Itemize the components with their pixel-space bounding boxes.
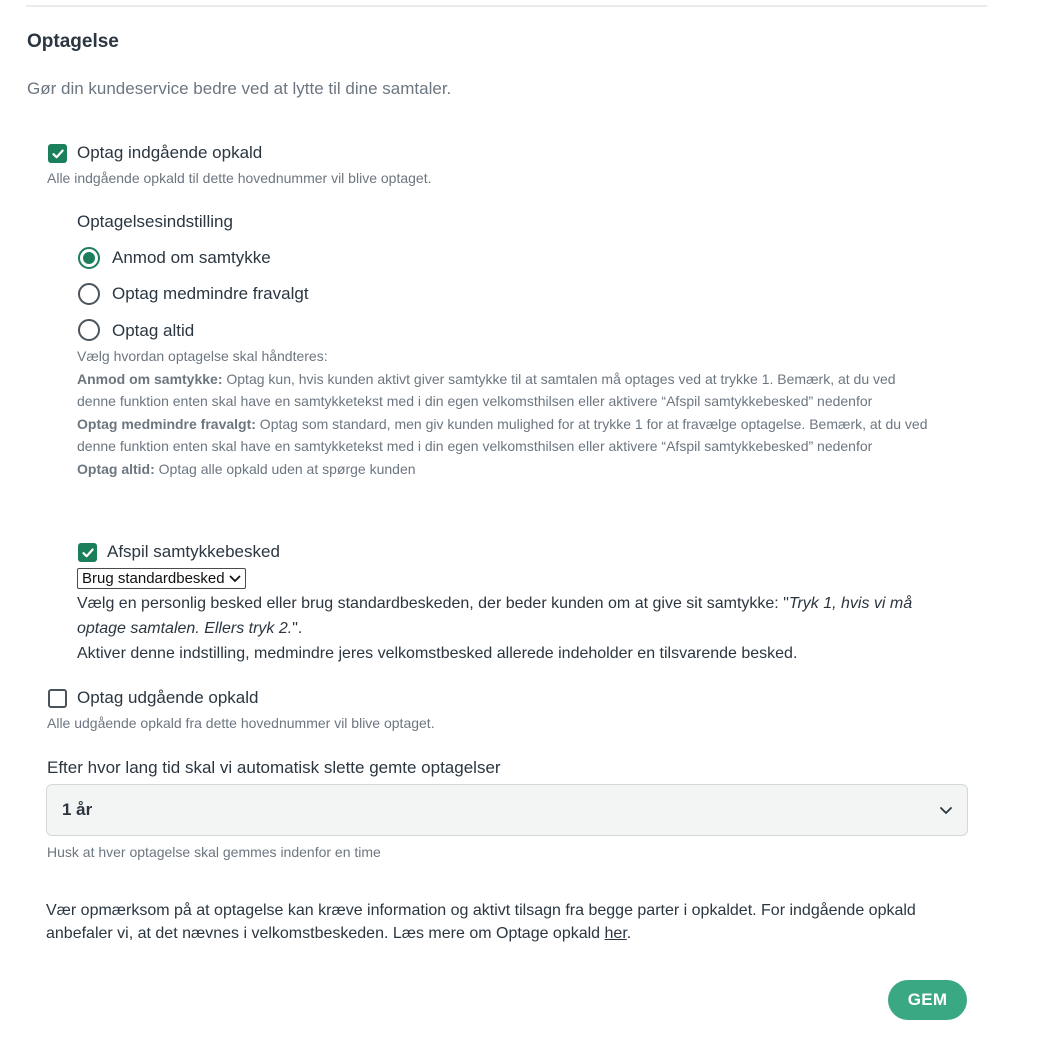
consent-description-line [77, 591, 927, 641]
consent-description [77, 591, 927, 666]
consent-text-after: ". [292, 620, 303, 637]
outgoing-help: Alle udgående opkald fra dette hovednummer vil blive optaget. [47, 715, 435, 731]
mode-description-item [77, 413, 937, 458]
consent-notice [46, 899, 976, 945]
notice-text: Vær opmærksom på at optagelse kan kræve information og aktivt tilsagn fra begge parter i opkaldet. For indgående opkald anbefaler vi, at det nævnes i velkomstbeskeden. Læs mere om Optage opkald [46, 902, 916, 942]
option-record-unless-optout-label[interactable]: Optag medmindre fravalgt [112, 284, 309, 303]
incoming-checkbox[interactable] [48, 144, 67, 163]
consent-description-line: Aktiver denne indstilling, medmindre jeres velkomstbesked allerede indeholder en tilsvarende besked. [77, 645, 798, 662]
consent-checkbox[interactable] [78, 543, 97, 562]
description-text: Optag som standard, men giv kunden mulighed for at trykke 1 for at fravælge optagelse. Bemærk, at du ved denne funktion enten skal have en samtykketekst med i din egen velkomsthilsen eller aktivere “Afspil samtykkebesked” nedenfor [77, 415, 928, 454]
section-intro: Gør din kundeservice bedre ved at lytte til dine samtaler. [27, 79, 452, 98]
description-text: Optag alle opkald uden at spørge kunden [154, 460, 416, 477]
description-term: Anmod om samtykke: [77, 370, 223, 387]
option-ask-consent-label[interactable]: Anmod om samtykke [112, 248, 271, 267]
section-title: Optagelse [27, 31, 119, 52]
outgoing-checkbox[interactable] [48, 689, 67, 708]
notice-end: . [626, 925, 632, 942]
read-more-link[interactable]: her [604, 925, 627, 942]
consent-quote: Tryk 1, hvis vi må optage samtalen. Ellers tryk 2. [77, 595, 913, 637]
check-icon [81, 546, 95, 560]
retention-select-value: 1 år [62, 800, 93, 819]
radio-dot [83, 252, 95, 264]
incoming-help: Alle indgående opkald til dette hovednummer vil blive optaget. [47, 170, 432, 186]
radio-ask-consent[interactable] [78, 247, 100, 269]
radio-record-always[interactable] [78, 319, 100, 341]
consent-select-value: Brug standardbesked [82, 570, 225, 587]
description-text: Optag kun, hvis kunden aktivt giver samtykke til at samtalen må optages ved at trykke 1. Bemærk, at du ved denne funktion enten skal have en samtykketekst med i din egen velkomsthilsen eller aktivere “Afspil samtykkebesked” nedenfor [77, 370, 896, 409]
consent-text-before: Vælg en personlig besked eller brug standardbeskeden, der beder kunden om at give sit samtykke: " [77, 595, 789, 612]
top-divider [26, 5, 987, 7]
mode-heading: Optagelsesindstilling [77, 212, 233, 231]
radio-record-unless-optout[interactable] [78, 283, 100, 305]
retention-label: Efter hvor lang tid skal vi automatisk slette gemte optagelser [47, 758, 501, 777]
mode-description [77, 345, 937, 480]
outgoing-label[interactable]: Optag udgående opkald [77, 688, 259, 707]
mode-description-item [77, 458, 937, 481]
description-term: Optag altid: [77, 460, 155, 477]
chevron-down-icon [939, 806, 953, 815]
mode-description-item [77, 368, 937, 413]
chevron-down-icon [229, 575, 241, 583]
save-button[interactable]: GEM [888, 980, 967, 1020]
retention-help: Husk at hver optagelse skal gemmes indenfor en time [47, 844, 381, 860]
incoming-label[interactable]: Optag indgående opkald [77, 143, 263, 162]
check-icon [51, 147, 65, 161]
mode-description-intro: Vælg hvordan optagelse skal håndteres: [77, 348, 328, 364]
consent-label[interactable]: Afspil samtykkebesked [107, 542, 280, 561]
description-term: Optag medmindre fravalgt: [77, 415, 256, 432]
retention-select[interactable] [46, 784, 968, 836]
option-record-always-label[interactable]: Optag altid [112, 321, 195, 340]
consent-message-select[interactable] [77, 568, 246, 589]
